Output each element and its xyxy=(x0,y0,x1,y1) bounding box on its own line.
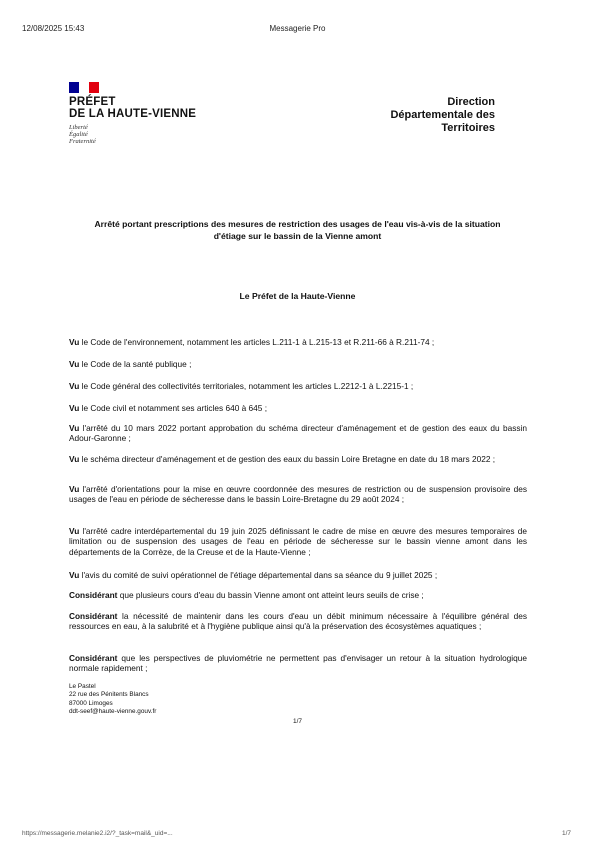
prefecture-name: DE LA HAUTE-VIENNE xyxy=(69,108,197,120)
visa-paragraph: Vu l'avis du comité de suivi opérationnel de l'étiage départemental dans sa séance du 9 juillet 2025 ; xyxy=(69,570,438,580)
address-line-2: 22 rue des Pénitents Blancs xyxy=(69,691,149,699)
flag-white-band xyxy=(79,82,89,93)
motto-egalite: Égalité xyxy=(69,131,88,138)
flag-blue-band xyxy=(69,82,79,93)
direction-line-1: Direction xyxy=(447,96,495,108)
title-line-2: d'étiage sur le bassin de la Vienne amont xyxy=(213,231,382,241)
direction-line-3: Territoires xyxy=(441,122,495,134)
direction-line-2: Départementale des xyxy=(390,109,495,121)
considerant-paragraph: Considérant que les perspectives de pluviométrie ne permettent pas d'envisager un retour à la situation hydrologique normale rapidement ; xyxy=(69,653,527,674)
print-header-app: Messagerie Pro xyxy=(269,24,326,33)
print-footer-page: 1/7 xyxy=(561,830,571,837)
flag-red-band xyxy=(89,82,99,93)
sender-address xyxy=(69,683,156,716)
visa-paragraph: Vu le Code de l'environnement, notamment les articles L.211-1 à L.215-13 et R.211-66 à R.211-74 ; xyxy=(69,337,435,347)
prefet-label: PRÉFET xyxy=(69,96,116,108)
page-number: 1/7 xyxy=(292,718,303,725)
address-line-3: 87000 Limoges xyxy=(69,699,113,707)
visa-paragraph: Vu le Code de la santé publique ; xyxy=(69,359,192,369)
considerant-paragraph: Considérant que plusieurs cours d'eau du bassin Vienne amont ont atteint leurs seuils de crise ; xyxy=(69,590,424,600)
motto-fraternite: Fraternité xyxy=(69,138,96,145)
visa-paragraph: Vu l'arrêté d'orientations pour la mise en œuvre coordonnée des mesures de restriction ou de suspension provisoire des usages de l'eau en période de sécheresse dans le bassin Loire-Bretagne du 29 août 2024 ; xyxy=(69,484,527,505)
document-title xyxy=(75,218,520,242)
visa-paragraph: Vu le schéma directeur d'aménagement et de gestion des eaux du bassin Loire Bretagne en date du 18 mars 2022 ; xyxy=(69,454,496,464)
considerant-paragraph: Considérant la nécessité de maintenir dans les cours d'eau un débit minimum nécessaire à l'équilibre général des ressources en eau, à la salubrité et à l'hygiène publique ainsi qu'à la préservation des écosystèmes aquatiques ; xyxy=(69,611,527,632)
visa-paragraph: Vu l'arrêté du 10 mars 2022 portant approbation du schéma directeur d'aménagement et de gestion des eaux du bassin Adour-Garonne ; xyxy=(69,423,527,444)
print-footer-url: https://messagerie.melanie2.i2/?_task=mail&_uid=... xyxy=(22,830,173,837)
prefet-heading: Le Préfet de la Haute-Vienne xyxy=(239,291,356,301)
republic-flag-logo xyxy=(69,82,101,93)
direction-block xyxy=(390,96,495,135)
address-email: ddt-seef@haute-vienne.gouv.fr xyxy=(69,707,157,715)
address-line-1: Le Pastel xyxy=(69,683,96,690)
motto-liberte: Liberté xyxy=(69,124,88,131)
visa-paragraph: Vu le Code général des collectivités territoriales, notamment les articles L.2212-1 à L.2215-1 ; xyxy=(69,381,414,391)
visa-paragraph: Vu l'arrêté cadre interdépartemental du 19 juin 2025 définissant le cadre de mise en œuvre des mesures temporaires de limitation ou de suspension des usages de l'eau en période de sécheresse sur le bassin vienne amont dans les départements de la Corrèze, de la Creuse et de la Haute-Vienne ; xyxy=(69,526,527,557)
print-header-datetime: 12/08/2025 15:43 xyxy=(22,24,85,33)
visa-paragraph: Vu le Code civil et notamment ses articles 640 à 645 ; xyxy=(69,403,267,413)
title-line-1: Arrêté portant prescriptions des mesures de restriction des usages de l'eau vis-à-vis de la situation xyxy=(94,219,501,229)
